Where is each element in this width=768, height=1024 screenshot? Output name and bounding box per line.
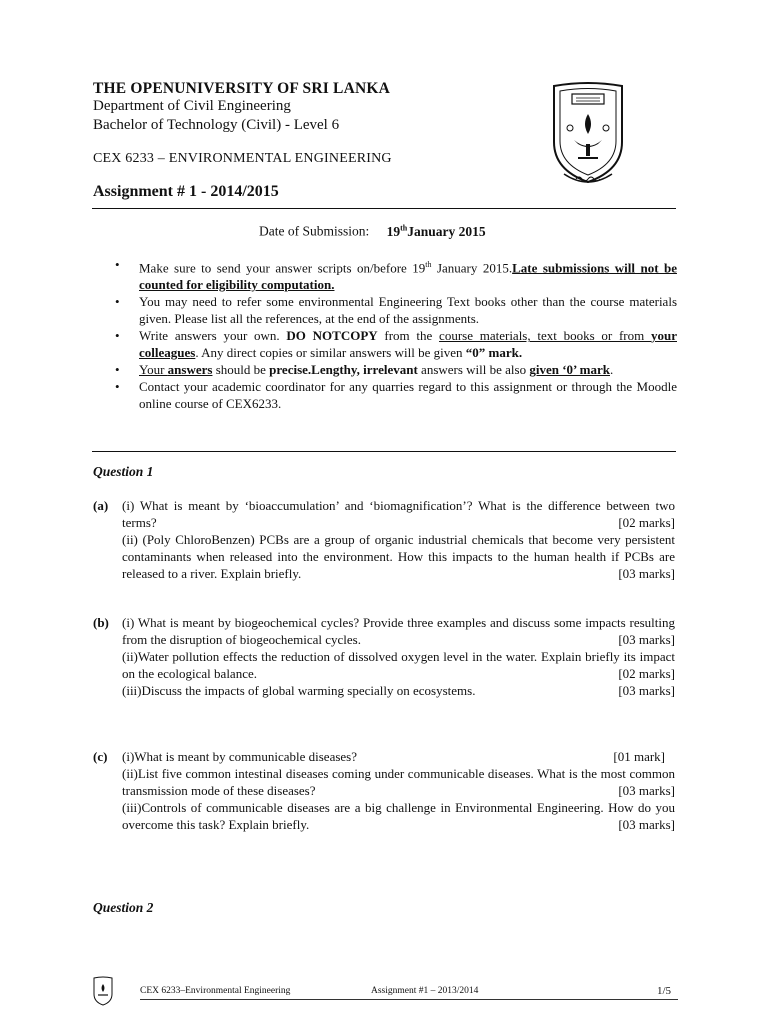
submission-month-year: January 2015 [407,223,486,239]
instruction-item [115,361,677,378]
question-text: (ii)Water pollution effects the reduction of dissolved oxygen level in the water. Explain briefly its impact on the ecological balance. [122,649,675,681]
submission-date [259,223,486,240]
instruction-text: Make sure to send your answer scripts on/before 19 [139,260,426,276]
instruction-emphasis: given ‘0’ mark [529,362,610,378]
marks: [03 marks] [618,683,675,698]
page-number: 1/5 [657,985,672,997]
department-name: Department of Civil Engineering [93,98,291,114]
footer-assignment: Assignment #1 – 2013/2014 [371,986,479,996]
instructions-list [115,256,677,412]
question-text: (iii)Discuss the impacts of global warming specially on ecosystems. [122,683,476,698]
marks: [01 mark] [613,749,665,764]
instruction-text: January 2015. [431,260,513,276]
instruction-emphasis: your colleagues [139,328,677,361]
marks: [03 marks] [618,632,675,647]
marks: [02 marks] [618,666,675,681]
question-text: (i) What is meant by biogeochemical cycles? Provide three examples and discuss some impacts resulting from the disruption of biogeochemical cycles. [122,615,675,647]
instruction-item [115,327,677,361]
instruction-underline: course materials, text books or from [439,328,651,344]
instruction-emphasis: precise.Lengthy, irrelevant [269,362,418,378]
submission-day-suffix: th [400,223,408,232]
question-item [122,531,675,582]
question-text: (iii)Controls of communicable diseases are a big challenge in Environmental Engineering. How do you overcome this task? Explain briefly. [122,800,675,832]
part-b-label: (b) [93,615,109,630]
question-item [122,799,675,833]
assignment-title: Assignment # 1 - 2014/2015 [93,183,279,200]
instruction-text: answers will be also [417,362,530,378]
marks: [03 marks] [618,817,675,832]
instruction-item: • You may need to refer some environmental Engineering Text books other than the course materials given. Please list all the references, at the end of the assignments. [115,293,677,327]
university-seal-icon [546,78,630,188]
part-c-text [122,748,675,833]
question-item [122,765,675,799]
course-title: CEX 6233 – ENVIRONMENTAL ENGINEERING [93,151,392,166]
question-item [122,614,675,648]
question-item [122,648,675,682]
instruction-underline: Your [139,362,168,378]
instruction-emphasis: Late submissions will not be counted for eligibility computation. [139,260,677,293]
university-title: THE OPENUNIVERSITY OF SRI LANKA [93,80,391,97]
part-a-label: (a) [93,498,109,513]
marks: [02 marks] [618,515,675,530]
submission-label: Date of Submission: [259,223,370,239]
submission-day: 19 [386,223,401,239]
question-item [122,497,675,531]
instruction-sup: th [425,260,432,269]
programme-name: Bachelor of Technology (Civil) - Level 6 [93,117,340,133]
instruction-item [115,256,677,293]
question-item [122,748,675,765]
part-b-text [122,614,675,699]
instruction-text: from the [377,328,440,344]
footer-seal-icon [92,976,114,1006]
footer-divider [140,999,678,1000]
instruction-emphasis: answers [167,362,213,378]
instruction-text: . [610,362,614,378]
header-divider [92,208,676,209]
instruction-text: . Any direct copies or similar answers will be given [195,345,466,361]
marks: [03 marks] [618,566,675,581]
instruction-text: should be [212,362,270,378]
part-a-text [122,497,675,582]
question-text: (i) What is meant by ‘bioaccumulation’ and ‘biomagnification’? What is the difference between two terms? [122,498,675,530]
question-text: (ii) (Poly ChloroBenzen) PCBs are a group of organic industrial chemicals that become very persistent contaminants when released into the environment. How this impacts to the human health if PCBs are released to a river. Explain briefly. [122,532,675,581]
question-text: (i)What is meant by communicable diseases? [122,749,358,764]
marks: [03 marks] [618,783,675,798]
instruction-emphasis: DO NOTCOPY [286,328,378,344]
question-2-heading: Question 2 [93,900,154,915]
instruction-item: • Contact your academic coordinator for any quarries regard to this assignment or through the Moodle online course of CEX6233. [115,378,677,412]
instruction-text: Write answers your own. [139,328,287,344]
instruction-emphasis: “0” mark. [465,345,523,361]
instructions-divider [92,451,676,452]
part-c-label: (c) [93,749,108,764]
footer-course: CEX 6233–Environmental Engineering [140,986,291,996]
question-1-heading: Question 1 [93,464,154,479]
question-item [122,682,675,699]
question-text: (ii)List five common intestinal diseases coming under communicable diseases. What is the most common transmission mode of these diseases? [122,766,675,798]
